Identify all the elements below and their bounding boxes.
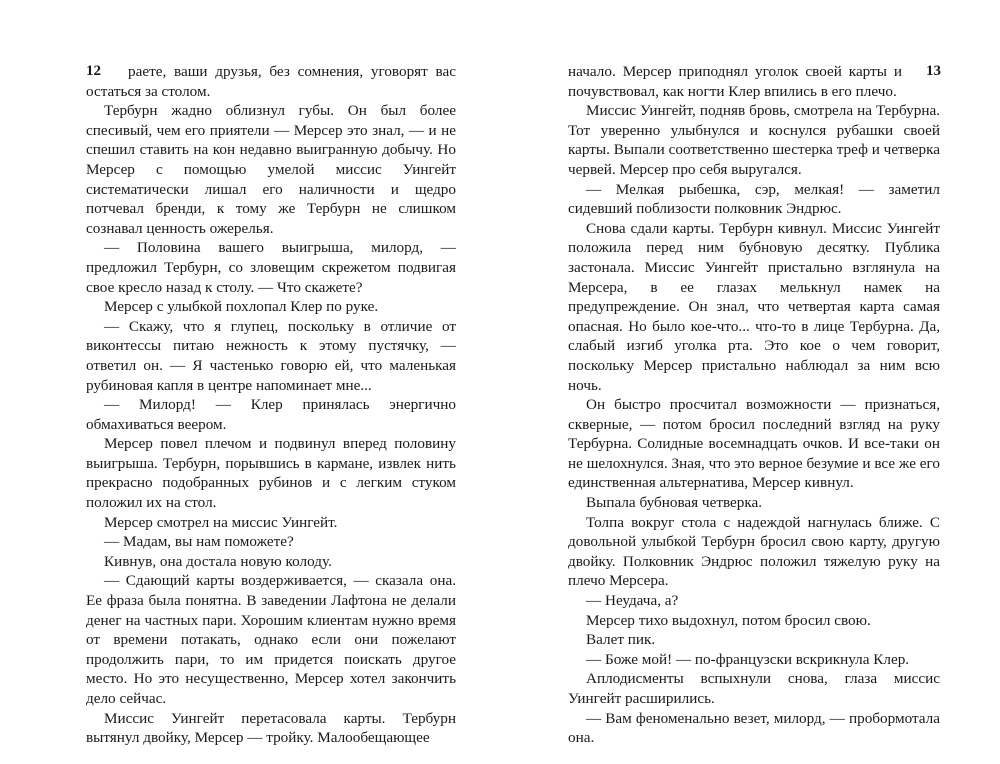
paragraph: — Половина вашего выигрыша, милорд, — предложил Тербурн, со зловещим скрежетом подвигая свое кресло назад к столу. — Что скажете?: [86, 239, 456, 296]
paragraph: начало. Мерсер приподнял уголок своей карты и почувствовал, как ногти Клер впились в его плечо.: [568, 63, 902, 100]
paragraph: Кивнув, она достала новую колоду.: [104, 552, 332, 570]
paragraph: Валет пик.: [586, 631, 656, 649]
paragraph: Мерсер смотрел на миссис Уингейт.: [104, 513, 338, 531]
paragraph: Мерсер повел плечом и подвинул вперед половину выигрыша. Тербурн, порывшись в кармане, извлек нить прекрасно подобранных рубинов и с легким стуком положил их на стол.: [86, 435, 456, 512]
paragraph: — Скажу, что я глупец, поскольку в отличие от виконтессы питаю нежность к этому пустячку, — ответил он. — Я частенько говорю ей, что маленькая рубиновая капля в центре напоминает мне...: [86, 317, 456, 394]
paragraph: Мерсер с улыбкой похлопал Клер по руке.: [104, 298, 379, 316]
paragraph: Снова сдали карты. Тербурн кивнул. Миссис Уингейт положила перед ним бубновую десятку. Публика застонала. Миссис Уингейт пристально взглянула на Мерсера, в ее глазах мелькнул намек на предупреждение. Он знал, что четвертая карта самая опасная. Но было кое-что... что-то в лице Тербурна. Да, слабый изгиб уголка рта. Это кое о чем говорит, поскольку Мерсер пристально наблюдал за ним всю ночь.: [568, 219, 940, 394]
paragraph: раете, ваши друзья, без сомнения, уговорят вас остаться за столом.: [86, 63, 456, 100]
paragraph: — Боже мой! — по-французски вскрикнула Клер.: [586, 650, 910, 668]
paragraph: — Сдающий карты воздерживается, — сказала она. Ее фраза была понятна. В заведении Лафтона не делали денег на частных пари. Хорошим клиентам нужно время от времени потакать, однако если они пожелают продолжить пари, то им придется поискать другое место. Но это несущественно, Мерсер хотел закончить дело сейчас.: [86, 572, 456, 707]
paragraph: — Милорд! — Клер принялась энергично обмахиваться веером.: [86, 396, 456, 433]
paragraph: Выпала бубновая четверка.: [586, 494, 763, 512]
paragraph: — Неудача, а?: [586, 592, 679, 610]
page-number-right: 13: [926, 63, 941, 79]
paragraph: Миссис Уингейт перетасовала карты. Тербурн вытянул двойку, Мерсер — тройку. Малообещающее: [86, 709, 456, 747]
paragraph: Он быстро просчитал возможности — признаться, скверные, — потом бросил последний взгляд на руку Тербурна. Солидные восемнадцать очков. И все-таки он не шелохнулся. Зная, что это верное безумие и все же его единственная альтернатива, Мерсер кивнул.: [568, 396, 940, 492]
paragraph: — Мадам, вы нам поможете?: [104, 533, 294, 551]
paragraph: — Мелкая рыбешка, сэр, мелкая! — заметил сидевший поблизости полковник Эндрюс.: [568, 180, 940, 218]
right-page: [568, 62, 940, 748]
paragraph: — Вам феноменально везет, милорд, — пробормотала она.: [568, 709, 940, 747]
page-number-left: 12: [86, 63, 101, 79]
paragraph: Миссис Уингейт, подняв бровь, смотрела на Тербурна. Тот уверенно улыбнулся и коснулся рубашки своей карты. Выпали соответственно шестерка треф и четверка червей. Мерсер про себя выругался.: [568, 102, 940, 178]
paragraph: Мерсер тихо выдохнул, потом бросил свою.: [586, 611, 871, 629]
paragraph: Толпа вокруг стола с надеждой нагнулась ближе. С довольной улыбкой Тербурн бросил свою карту, другую двойку. Полковник Эндрюс положил тяжелую руку на плечо Мерсера.: [568, 513, 940, 590]
left-page: [86, 62, 456, 748]
paragraph: Тербурн жадно облизнул губы. Он был более спесивый, чем его приятели — Мерсер это знал, — и не спешил ставить на кон недавно выигранную добычу. Но Мерсер с помощью умелой миссис Уингейт систематически лишал его наличности и щедро потчевал бренди, к тому же Тербурн не слишком сознавал ценность ожерелья.: [86, 102, 456, 237]
paragraph: Аплодисменты вспыхнули снова, глаза миссис Уингейт расширились.: [568, 670, 940, 707]
